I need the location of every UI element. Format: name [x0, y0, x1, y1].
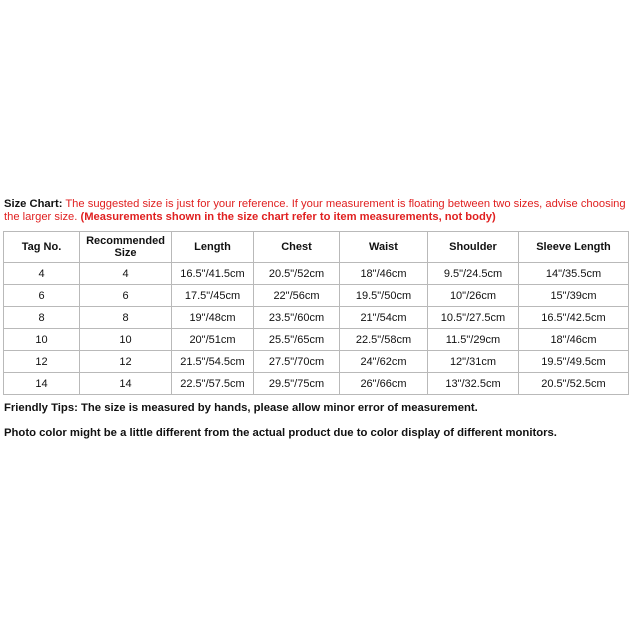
size-chart-sheet — [0, 198, 636, 439]
table-row — [4, 329, 629, 351]
table-cell: 17.5"/45cm — [172, 285, 254, 307]
table-cell: 8 — [4, 307, 80, 329]
table-row — [4, 373, 629, 395]
table-cell: 13"/32.5cm — [428, 373, 519, 395]
header-length: Length — [172, 232, 254, 263]
table-row — [4, 351, 629, 373]
table-cell: 14 — [4, 373, 80, 395]
table-cell: 14"/35.5cm — [519, 263, 629, 285]
size-table — [3, 231, 629, 395]
table-cell: 18"/46cm — [340, 263, 428, 285]
table-cell: 10.5"/27.5cm — [428, 307, 519, 329]
table-cell: 12"/31cm — [428, 351, 519, 373]
table-cell: 19.5"/50cm — [340, 285, 428, 307]
table-cell: 19.5"/49.5cm — [519, 351, 629, 373]
table-cell: 29.5"/75cm — [254, 373, 340, 395]
header-waist: Waist — [340, 232, 428, 263]
table-cell: 16.5"/41.5cm — [172, 263, 254, 285]
size-chart-intro — [4, 198, 632, 224]
table-header-row — [4, 232, 629, 263]
table-cell: 20"/51cm — [172, 329, 254, 351]
table-cell: 12 — [80, 351, 172, 373]
table-cell: 20.5"/52.5cm — [519, 373, 629, 395]
measurement-warning: (Measurements shown in the size chart refer to item measurements, not body) — [77, 211, 496, 223]
table-cell: 21.5"/54.5cm — [172, 351, 254, 373]
table-cell: 10 — [80, 329, 172, 351]
header-sleeve-length: Sleeve Length — [519, 232, 629, 263]
table-row — [4, 263, 629, 285]
table-cell: 10 — [4, 329, 80, 351]
table-cell: 4 — [80, 263, 172, 285]
table-cell: 9.5"/24.5cm — [428, 263, 519, 285]
table-cell: 22.5"/58cm — [340, 329, 428, 351]
table-cell: 11.5"/29cm — [428, 329, 519, 351]
table-cell: 22"/56cm — [254, 285, 340, 307]
size-advice-note: The suggested size is just for your reference. If your measurement is floating between two sizes, advise choosing the larger size. — [4, 198, 626, 223]
table-cell: 19"/48cm — [172, 307, 254, 329]
table-cell: 10"/26cm — [428, 285, 519, 307]
table-cell: 26"/66cm — [340, 373, 428, 395]
table-cell: 22.5"/57.5cm — [172, 373, 254, 395]
table-cell: 18"/46cm — [519, 329, 629, 351]
table-body — [4, 263, 629, 395]
header-shoulder: Shoulder — [428, 232, 519, 263]
table-cell: 4 — [4, 263, 80, 285]
table-cell: 12 — [4, 351, 80, 373]
table-cell: 25.5"/65cm — [254, 329, 340, 351]
table-cell: 6 — [80, 285, 172, 307]
table-cell: 23.5"/60cm — [254, 307, 340, 329]
table-cell: 16.5"/42.5cm — [519, 307, 629, 329]
photo-color-note: Photo color might be a little different from the actual product due to color display of different monitors. — [4, 427, 557, 439]
table-cell: 15"/39cm — [519, 285, 629, 307]
header-tag-no: Tag No. — [4, 232, 80, 263]
table-cell: 21"/54cm — [340, 307, 428, 329]
header-recommended-size: Recommended Size — [80, 232, 172, 263]
table-cell: 6 — [4, 285, 80, 307]
friendly-tips: Friendly Tips: The size is measured by hands, please allow minor error of measurement. — [4, 402, 478, 414]
header-chest: Chest — [254, 232, 340, 263]
table-cell: 24"/62cm — [340, 351, 428, 373]
size-chart-label: Size Chart: — [4, 198, 63, 210]
table-cell: 20.5"/52cm — [254, 263, 340, 285]
table-cell: 27.5"/70cm — [254, 351, 340, 373]
table-cell: 8 — [80, 307, 172, 329]
table-row — [4, 285, 629, 307]
table-cell: 14 — [80, 373, 172, 395]
table-row — [4, 307, 629, 329]
